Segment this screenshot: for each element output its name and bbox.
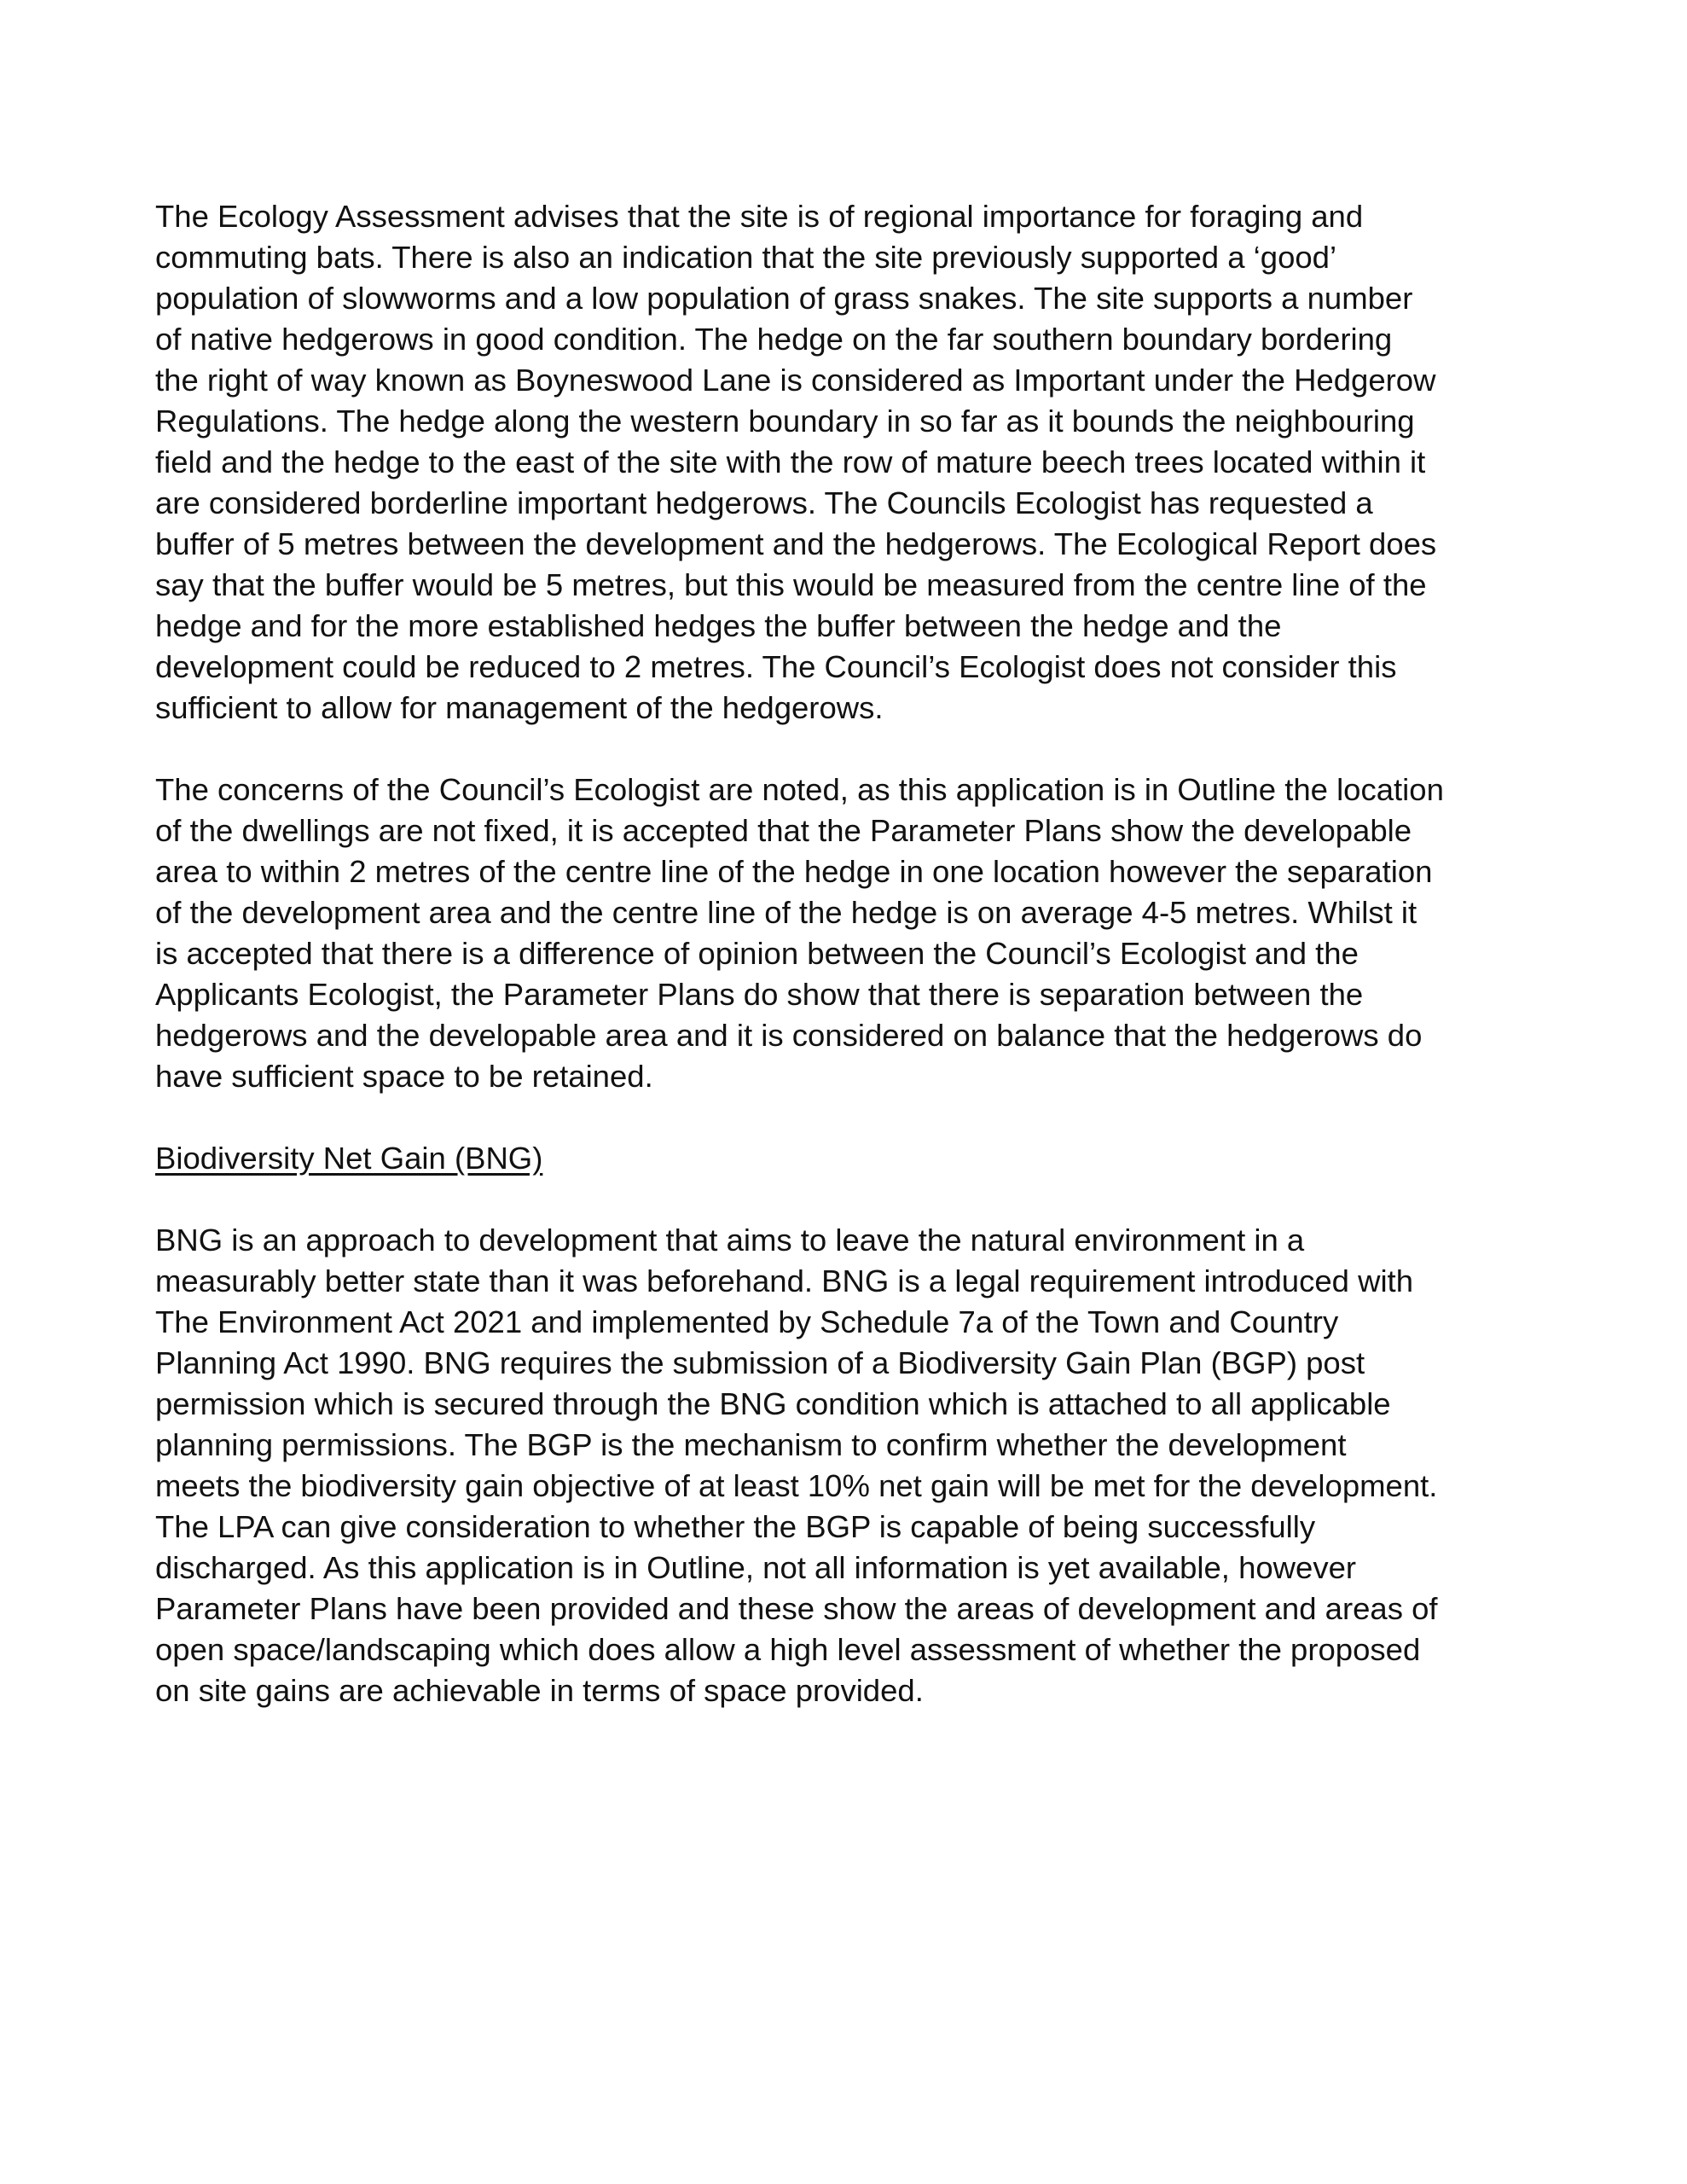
text-line: sufficient to allow for management of the hedgerows. (155, 690, 884, 725)
text-line: meets the biodiversity gain objective of at least 10% net gain will be met for the development. (155, 1468, 1438, 1503)
text-line: Regulations. The hedge along the western boundary in so far as it bounds the neighbouring (155, 404, 1415, 439)
text-line: field and the hedge to the east of the site with the row of mature beech trees located within it (155, 444, 1426, 479)
text-line: The LPA can give consideration to whether the BGP is capable of being successfully (155, 1509, 1316, 1544)
text-line: The Ecology Assessment advises that the site is of regional importance for foraging and (155, 199, 1364, 234)
text-line: open space/landscaping which does allow a high level assessment of whether the proposed (155, 1632, 1421, 1667)
text-line: measurably better state than it was beforehand. BNG is a legal requirement introduced with (155, 1263, 1413, 1298)
text-line: the right of way known as Boyneswood Lane is considered as Important under the Hedgerow (155, 363, 1436, 398)
paragraph-bng (155, 1220, 1537, 1711)
text-line: commuting bats. There is also an indication that the site previously supported a ‘good’ (155, 240, 1337, 275)
text-line: population of slowworms and a low population of grass snakes. The site supports a number (155, 281, 1413, 316)
text-line: permission which is secured through the BNG condition which is attached to all applicable (155, 1386, 1391, 1421)
text-line: buffer of 5 metres between the development and the hedgerows. The Ecological Report does (155, 526, 1437, 561)
text-line: of the dwellings are not fixed, it is accepted that the Parameter Plans show the developable (155, 813, 1412, 848)
bng-heading: Biodiversity Net Gain (BNG) (155, 1141, 543, 1176)
text-line: hedgerows and the developable area and it is considered on balance that the hedgerows do (155, 1018, 1423, 1053)
text-line: say that the buffer would be 5 metres, but this would be measured from the centre line of the (155, 567, 1427, 602)
text-line: area to within 2 metres of the centre line of the hedge in one location however the separation (155, 854, 1433, 889)
text-line: planning permissions. The BGP is the mechanism to confirm whether the development (155, 1427, 1347, 1462)
paragraph-ecology-assessment (155, 196, 1537, 729)
text-line: Planning Act 1990. BNG requires the submission of a Biodiversity Gain Plan (BGP) post (155, 1345, 1365, 1380)
paragraph-ecologist-concerns (155, 770, 1537, 1097)
section-heading-bng (155, 1138, 1537, 1179)
text-line: Applicants Ecologist, the Parameter Plans do show that there is separation between the (155, 977, 1364, 1012)
text-line: of native hedgerows in good condition. The hedge on the far southern boundary bordering (155, 322, 1393, 357)
text-line: Parameter Plans have been provided and these show the areas of development and areas of (155, 1591, 1438, 1626)
text-line: discharged. As this application is in Outline, not all information is yet available, however (155, 1550, 1357, 1585)
text-line: of the development area and the centre line of the hedge is on average 4-5 metres. Whilst it (155, 895, 1417, 930)
text-line: hedge and for the more established hedges the buffer between the hedge and the (155, 608, 1282, 643)
text-line: The Environment Act 2021 and implemented by Schedule 7a of the Town and Country (155, 1304, 1339, 1339)
document-page (155, 196, 1537, 1752)
text-line: The concerns of the Council’s Ecologist are noted, as this application is in Outline the location (155, 772, 1444, 807)
text-line: development could be reduced to 2 metres. The Council’s Ecologist does not consider this (155, 649, 1397, 684)
text-line: BNG is an approach to development that aims to leave the natural environment in a (155, 1223, 1305, 1258)
text-line: is accepted that there is a difference of opinion between the Council’s Ecologist and the (155, 936, 1359, 971)
text-line: are considered borderline important hedgerows. The Councils Ecologist has requested a (155, 485, 1373, 520)
text-line: on site gains are achievable in terms of space provided. (155, 1673, 924, 1708)
text-line: have sufficient space to be retained. (155, 1059, 653, 1094)
